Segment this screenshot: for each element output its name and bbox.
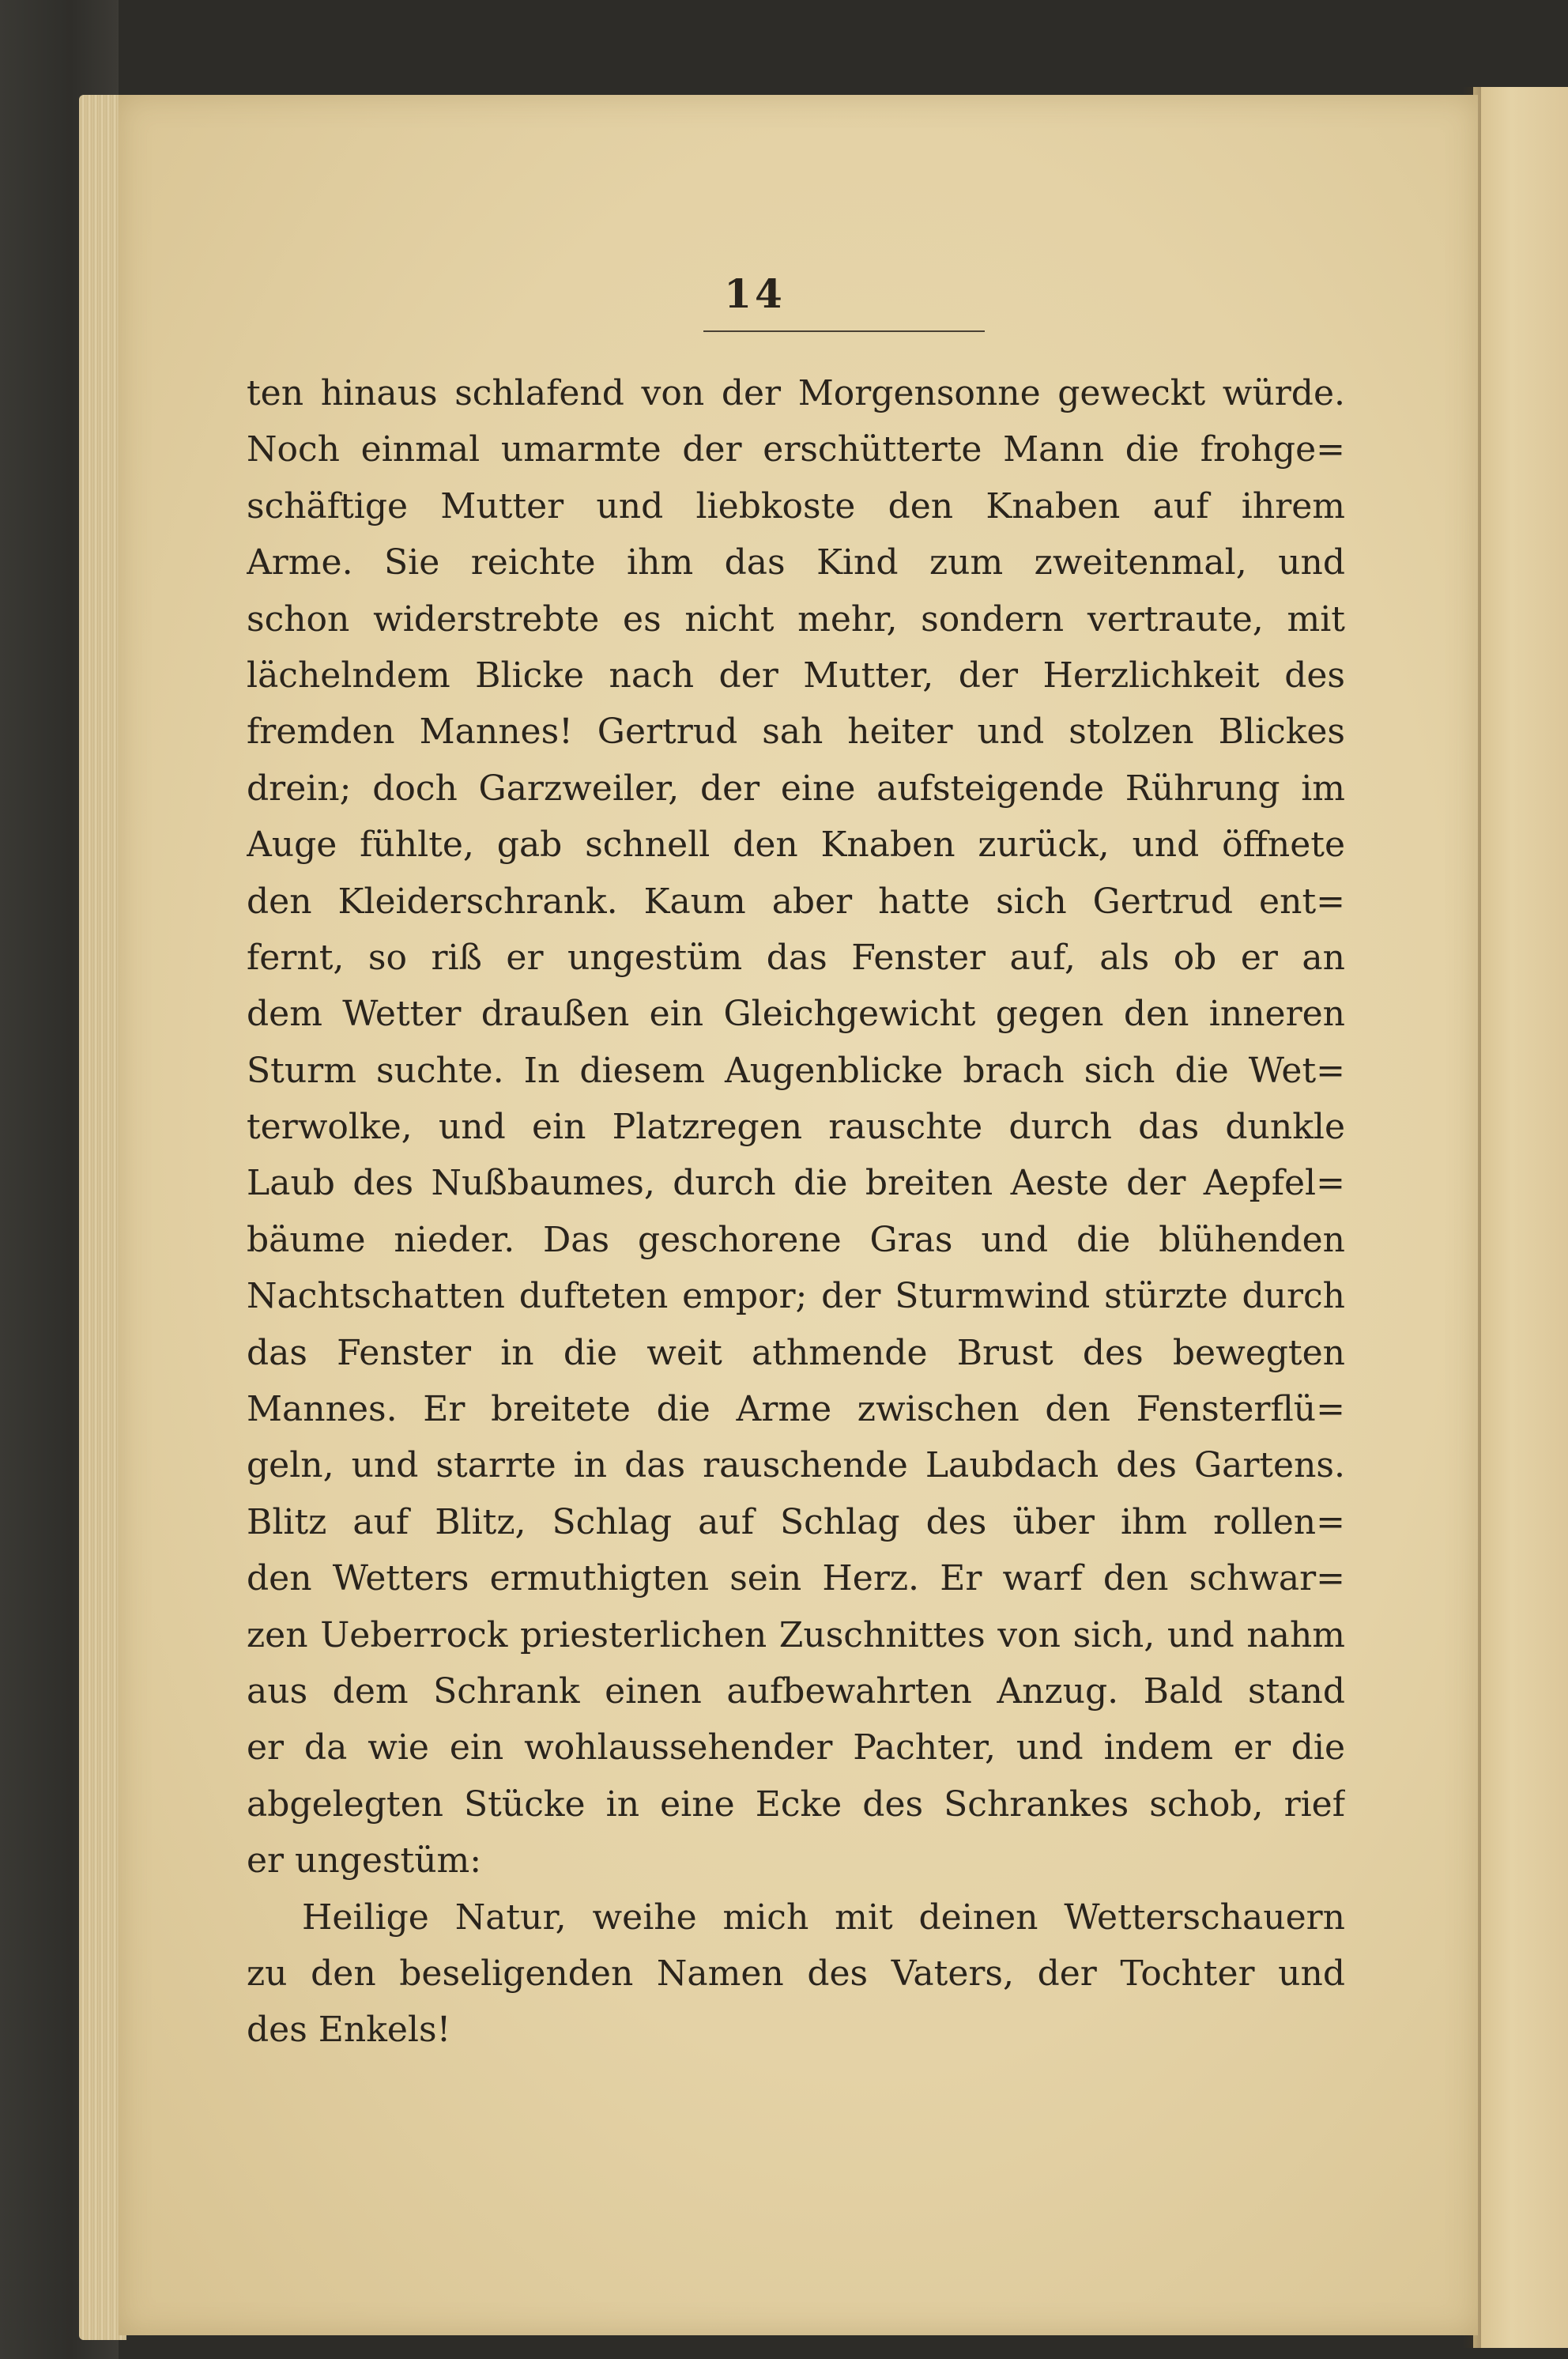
text-line: drein; doch Garzweiler, der eine aufsteigende Rührung im	[247, 768, 1345, 809]
text-line: Nachtschatten dufteten empor; der Sturmwind stürzte durch	[247, 1276, 1345, 1317]
text-line: er ungestüm:	[247, 1840, 482, 1882]
text-line: Auge fühlte, gab schnell den Knaben zurück, und öffnete	[247, 825, 1345, 866]
text-line: geln, und starrte in das rauschende Laubdach des Gartens.	[247, 1445, 1345, 1486]
text-line: er da wie ein wohlaussehender Pachter, und indem er die	[247, 1727, 1345, 1768]
text-line: den Kleiderschrank. Kaum aber hatte sich Gertrud ent=	[247, 881, 1345, 922]
text-line: fernt, so riß er ungestüm das Fenster auf, als ob er an	[247, 937, 1345, 978]
text-line: abgelegten Stücke in eine Ecke des Schrankes schob, rief	[247, 1783, 1345, 1825]
text-line: schon widerstrebte es nicht mehr, sondern vertraute, mit	[247, 598, 1345, 640]
text-line: aus dem Schrank einen aufbewahrten Anzug. Bald stand	[247, 1670, 1345, 1712]
facing-page-edge	[1473, 87, 1568, 2348]
header-rule	[703, 330, 985, 332]
text-line: zen Ueberrock priesterlichen Zuschnittes von sich, und nahm	[247, 1614, 1345, 1655]
text-line: Laub des Nußbaumes, durch die breiten Aeste der Aepfel=	[247, 1163, 1345, 1204]
text-line: dem Wetter draußen ein Gleichgewicht gegen den inneren	[247, 994, 1345, 1035]
text-line: lächelndem Blicke nach der Mutter, der Herzlichkeit des	[247, 655, 1345, 696]
text-line: des Enkels!	[247, 2010, 451, 2051]
paragraph-1	[247, 365, 1345, 1889]
text-line: Arme. Sie reichte ihm das Kind zum zweitenmal, und	[247, 542, 1345, 583]
text-line: bäume nieder. Das geschorene Gras und die blühenden	[247, 1219, 1345, 1260]
paragraph-2	[247, 1889, 1345, 2059]
page-number: 14	[724, 270, 786, 317]
text-line: Sturm suchte. In diesem Augenblicke brach sich die Wet=	[247, 1050, 1345, 1091]
text-line: Mannes. Er breitete die Arme zwischen den Fensterflü=	[247, 1389, 1345, 1430]
text-line: fremden Mannes! Gertrud sah heiter und stolzen Blickes	[247, 711, 1345, 753]
text-line: Heilige Natur, weihe mich mit deinen Wetterschauern	[302, 1897, 1345, 1938]
text-line: ten hinaus schlafend von der Morgensonne geweckt würde.	[247, 373, 1345, 413]
text-line: zu den beseligenden Namen des Vaters, der Tochter und	[247, 1953, 1345, 1994]
text-line: terwolke, und ein Platzregen rauschte durch das dunkle	[247, 1107, 1345, 1148]
text-line: Noch einmal umarmte der erschütterte Mann die frohge=	[247, 429, 1345, 470]
text-line: den Wetters ermuthigten sein Herz. Er warf den schwar=	[247, 1558, 1345, 1599]
text-line: das Fenster in die weit athmende Brust des bewegten	[247, 1332, 1345, 1373]
page-body-text	[247, 365, 1345, 2059]
text-line: schäftige Mutter und liebkoste den Knaben auf ihrem	[247, 485, 1345, 527]
text-line: Blitz auf Blitz, Schlag auf Schlag des über ihm rollen=	[247, 1501, 1345, 1542]
